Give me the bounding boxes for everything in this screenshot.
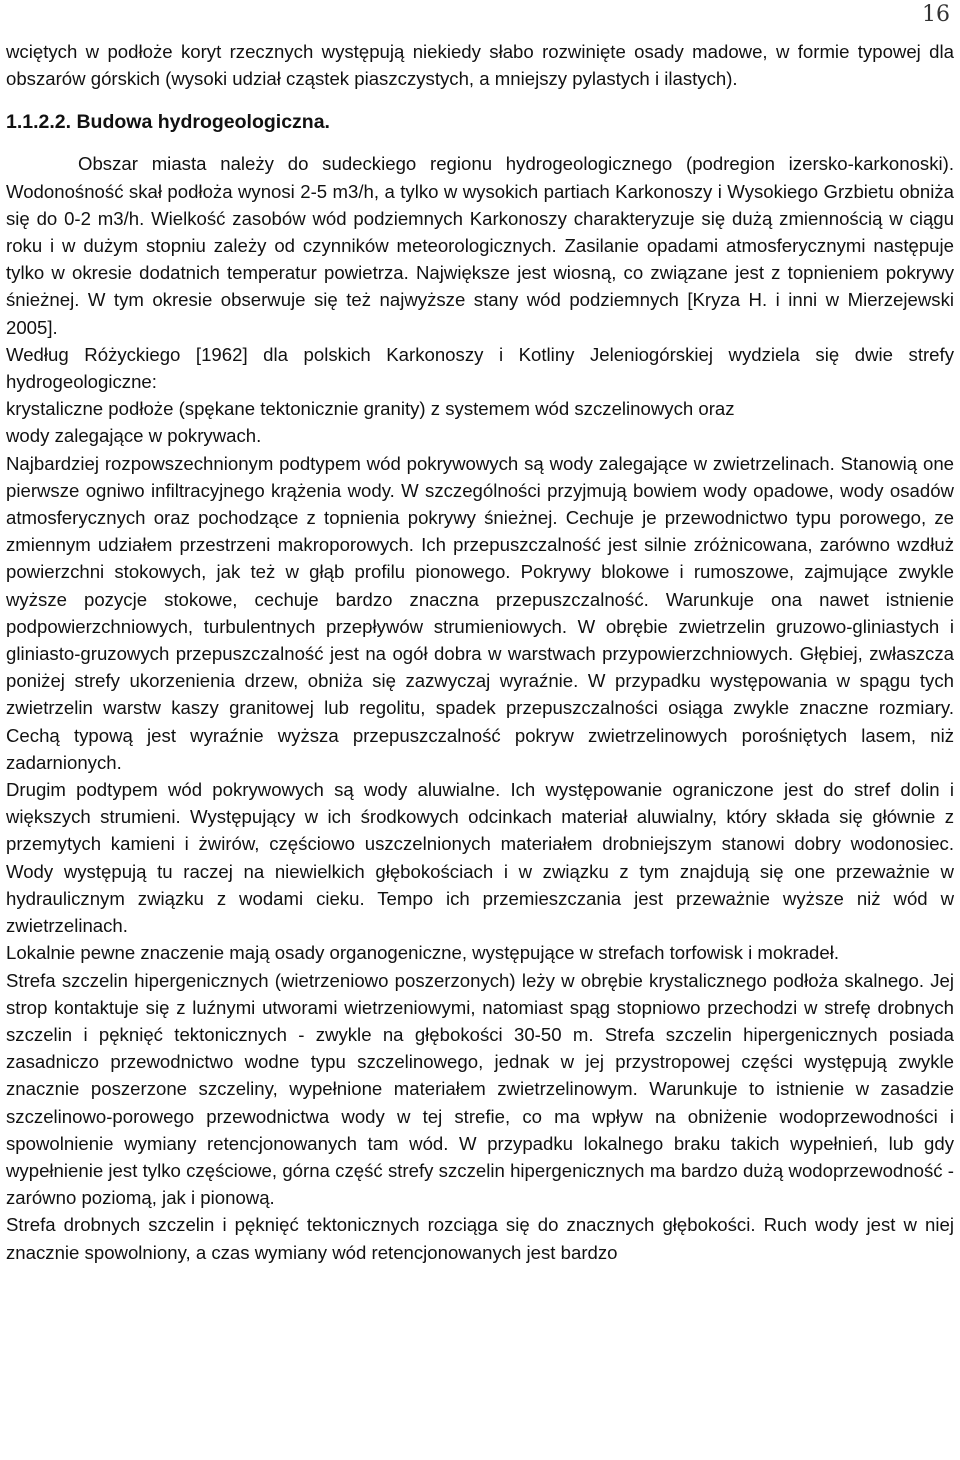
paragraph-hypergenic-fissures: Strefa szczelin hipergenicznych (wietrzeniowo poszerzonych) leży w obrębie krystalicznego podłoża skalnego. Jej strop kontaktuje się z luźnymi utworami wietrzeniowymi, natomiast spąg stopniowo przechodzi w strefę drobnych szczelin i pęknięć tektonicznych - zwykle na głębokości 30-50 m. Strefa szczelin hipergenicznych posiada zasadniczo przewodnictwo wodne typu szczelinowego, jednak w jej przystropowej części występują zwykle znacznie poszerzone szczeliny, wypełnione materiałem zwietrzelinowym. Warunkuje to istnienie w zasadzie szczelinowo-porowego przewodnictwa wody w tej strefie, co ma wpływ na obniżenie wodoprzewodności i spowolnienie wymiany retencjonowanych tam wód. W przypadku lokalnego braku takich wypełnień, lub gdy wypełnienie jest tylko częściowe, górna część strefy szczelin hipergenicznych ma bardzo dużą wodoprzewodność - zarówno poziomą, jak i pionową. xyxy=(6,969,954,1209)
list-item-crystalline: krystaliczne podłoże (spękane tektonicznie granity) z systemem wód szczelinowych oraz xyxy=(6,398,735,420)
paragraph-zones-intro: Według Różyckiego [1962] dla polskich Karkonoszy i Kotliny Jeleniogórskiej wydziela się dwie strefy hydrogeologiczne: xyxy=(6,343,954,393)
paragraph-organogenic: Lokalnie pewne znaczenie mają osady organogeniczne, występujące w strefach torfowisk i mokradeł. xyxy=(6,942,840,964)
paragraph-region: Obszar miasta należy do sudeckiego regionu hydrogeologicznego (podregion izersko-karkonoski). Wodonośność skał podłoża wynosi 2-5 m3/h, a tylko w wysokich partiach Karkonoszy i Wysokiego Grzbietu obniża się do 0-2 m3/h. Wielkość zasobów wód podziemnych Karkonoszy charakteryzuje się dużą zmiennością w ciągu roku i w dużym stopniu zależy od czynników meteorologicznych. Zasilanie opadami atmosferycznymi następuje tylko w okresie dodatnich temperatur powietrza. Największe jest wiosną, co związane jest z topnieniem pokrywy śnieżnej. W tym okresie obserwuje się też najwyższe stany wód podziemnych [Kryza H. i inni w Mierzejewski 2005]. xyxy=(6,153,954,338)
list-item-cover-waters: wody zalegające w pokrywach. xyxy=(6,425,262,447)
page-number: 16 xyxy=(922,2,950,27)
section-heading: 1.1.2.2. Budowa hydrogeologiczna. xyxy=(6,111,330,134)
paragraph-tectonic-fissures: Strefa drobnych szczelin i pęknięć tektonicznych rozciąga się do znacznych głębokości. Ruch wody jest w niej znacznie spowolniony, a czas wymiany wód retencjonowanych jest bardzo xyxy=(6,1214,954,1263)
paragraph-weathered-waters: Najbardziej rozpowszechnionym podtypem wód pokrywowych są wody zalegające w zwietrzelinach. Stanowią one pierwsze ogniwo infiltracyjnego krążenia wody. W szczególności przyjmują bowiem wody opadowe, wody osadów atmosferycznych oraz pochodzące z topnienia pokrywy śnieżnej. Cechuje je przewodnictwo typu porowego, ze zmiennym udziałem przestrzeni makroporowych. Ich przepuszczalność jest silnie zróżnicowana, zarówno wzdłuż powierzchni stokowych, jak też w głąb profilu pionowego. Pokrywy blokowe i rumoszowe, zajmujące zwykle wyższe pozycje stokowe, cechuje bardzo znaczna przepuszczalność. Warunkuje ona nawet istnienie podpowierzchniowych, turbulentnych przepływów strumieniowych. W obrębie zwietrzelin gruzowo-gliniastych i gliniasto-gruzowych przepuszczalność jest na ogół dobra w warstwach przypowierzchniowych. Głębiej, zwłaszcza poniżej strefy ukorzenienia drzew, obniża się zazwyczaj wyraźnie. W przypadku występowania w spągu tych zwietrzelin warstw kaszy granitowej lub regolitu, spadek przepuszczalności osiąga zwykle znaczne rozmiary. Cechą typową jest wyraźnie wyższa przepuszczalność pokryw zwietrzelinowych porośniętych lasem, niż zadarnionych. xyxy=(6,452,954,773)
document-body xyxy=(6,38,954,1266)
paragraph-intro: wciętych w podłoże koryt rzecznych występują niekiedy słabo rozwinięte osady madowe, w formie typowej dla obszarów górskich (wysoki udział cząstek piaszczystych, a mniejszy pylastych i ilastych). xyxy=(6,41,954,90)
paragraph-alluvial-waters: Drugim podtypem wód pokrywowych są wody aluwialne. Ich występowanie ograniczone jest do stref dolin i większych strumieni. Występujący w ich środkowych odcinkach materiał aluwialny, który składa się głównie z przemytych kamieni i żwirów, częściowo uszczelnionych materiałem drobniejszym stanowi dobry wodonosiec. Wody występują tu raczej na niewielkich głębokościach i w związku z tym znajdują się one przeważnie w hydraulicznym związku z wodami cieku. Tempo ich przemieszczania jest przeważnie wyższe niż wód w zwietrzelinach. xyxy=(6,779,954,937)
